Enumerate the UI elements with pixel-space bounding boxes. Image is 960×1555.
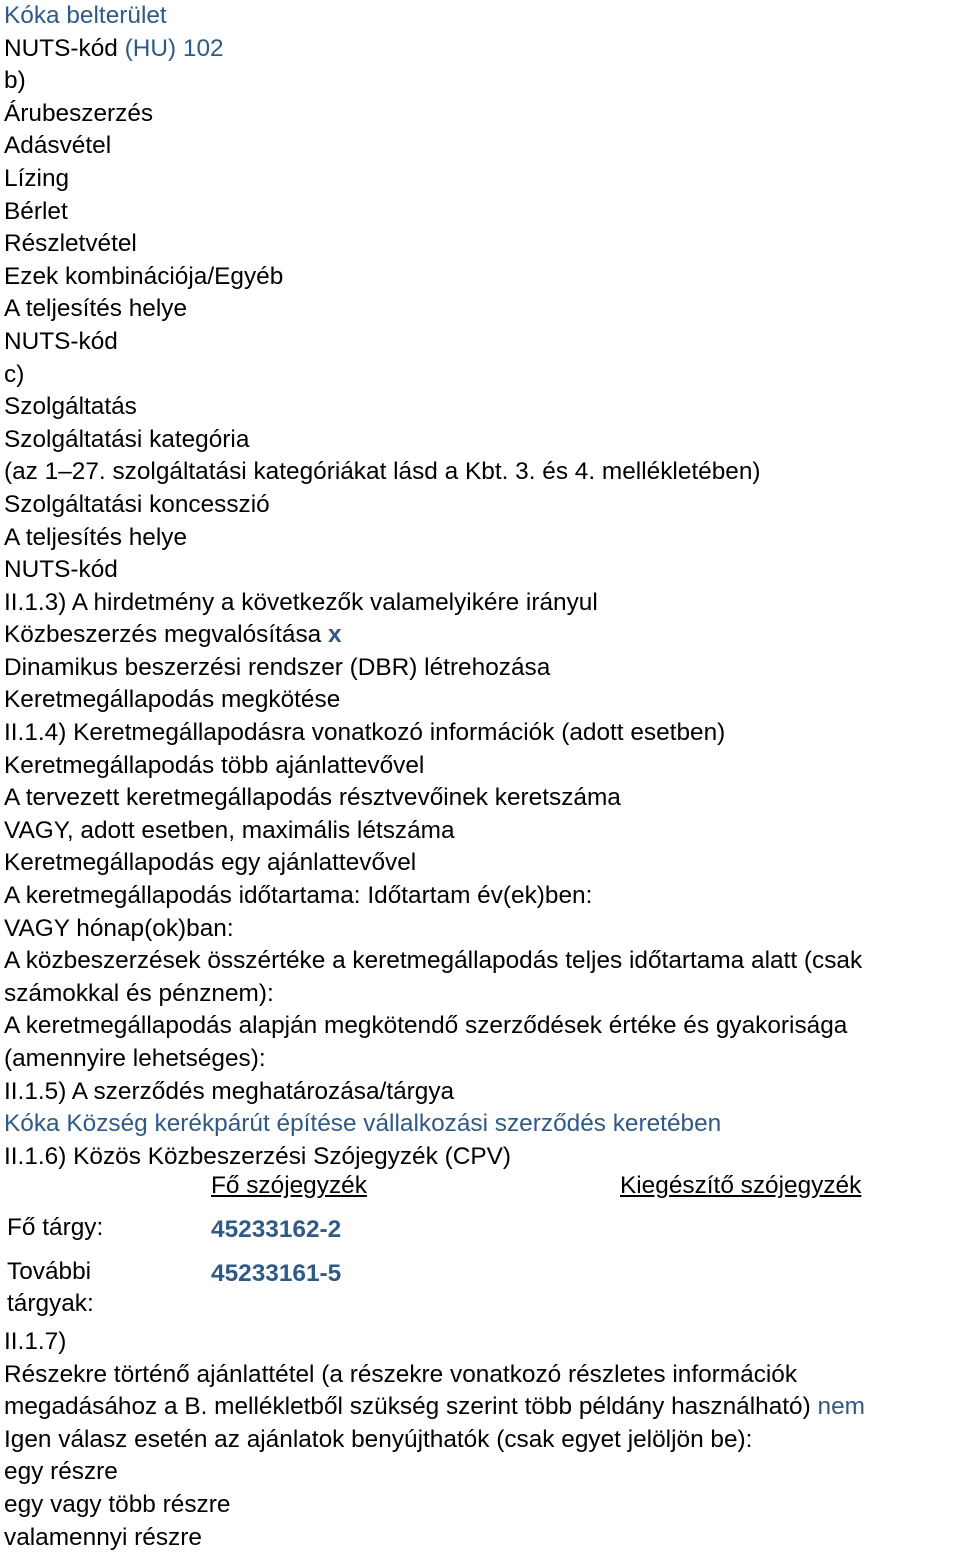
text-segment: Árubeszerzés xyxy=(4,99,154,127)
text-line xyxy=(4,456,958,489)
text-segment: (amennyire lehetséges): xyxy=(4,1045,266,1072)
text-segment: Részletvétel xyxy=(4,230,137,258)
text-segment: II.1.6) Közös Közbeszerzési Szójegyzék (CPV) xyxy=(4,1142,511,1170)
text-segment: (HU) 102 xyxy=(124,34,224,62)
text-segment: A közbeszerzések összértéke a keretmegállapodás teljes időtartama alatt (csak xyxy=(4,947,863,975)
text-line xyxy=(4,228,958,261)
text-segment: VAGY, adott esetben, maximális létszáma xyxy=(4,816,455,844)
text-line xyxy=(4,326,958,359)
cpv-more-label-1: További xyxy=(7,1258,92,1285)
cpv-main-code: 45233162-2 xyxy=(211,1216,342,1243)
document-top xyxy=(4,0,958,1173)
text-line xyxy=(4,1489,958,1522)
text-line xyxy=(4,163,958,196)
text-line xyxy=(4,1359,958,1392)
text-line xyxy=(4,391,958,424)
text-line xyxy=(4,782,958,815)
text-segment: Szolgáltatás xyxy=(4,393,137,421)
cpv-main-label: Fő tárgy: xyxy=(7,1214,104,1241)
text-segment: A keretmegállapodás alapján megkötendő szerződések értéke és gyakorisága xyxy=(4,1012,848,1040)
text-segment: II.1.5) A szerződés meghatározása/tárgya xyxy=(4,1077,455,1105)
text-line xyxy=(4,1043,958,1076)
text-segment: A tervezett keretmegállapodás résztvevőinek keretszáma xyxy=(4,784,621,812)
text-segment: II.1.4) Keretmegállapodásra vonatkozó információk (adott esetben) xyxy=(4,719,726,747)
text-line xyxy=(4,847,958,880)
text-segment: Részekre történő ajánlattétel (a részekre vonatkozó részletes információk xyxy=(4,1360,798,1388)
text-segment: nem xyxy=(817,1393,865,1421)
text-line xyxy=(4,619,958,652)
text-line xyxy=(4,815,958,848)
text-segment: egy részre xyxy=(4,1458,118,1486)
text-segment: A keretmegállapodás időtartama: Időtartam év(ek)ben: xyxy=(4,882,593,910)
text-segment: Közbeszerzés megvalósítása xyxy=(4,621,329,649)
text-line xyxy=(4,1141,958,1174)
text-line xyxy=(4,424,958,457)
text-segment: NUTS-kód xyxy=(4,34,125,62)
text-line xyxy=(4,1010,958,1043)
text-segment: Adásvétel xyxy=(4,132,112,160)
text-line xyxy=(4,261,958,294)
text-segment: (az 1–27. szolgáltatási kategóriákat lásd a Kbt. 3. és 4. mellékletében) xyxy=(4,458,761,486)
text-segment: valamennyi részre xyxy=(4,1523,202,1551)
text-line xyxy=(4,554,958,587)
text-segment: Igen válasz esetén az ajánlatok benyújthatók (csak egyet jelöljön be): xyxy=(4,1425,753,1453)
text-line xyxy=(4,717,958,750)
text-line xyxy=(4,913,958,946)
text-line xyxy=(4,1522,958,1555)
text-segment: Dinamikus beszerzési rendszer (DBR) létrehozása xyxy=(4,653,551,681)
text-line xyxy=(4,0,958,33)
text-line xyxy=(4,652,958,685)
text-line xyxy=(4,130,958,163)
text-segment: II.1.7) xyxy=(4,1328,67,1355)
text-segment: Kóka Község kerékpárút építése vállalkozási szerződés keretében xyxy=(4,1110,722,1138)
text-segment: Szolgáltatási koncesszió xyxy=(4,490,270,518)
cpv-more-label-2: tárgyak: xyxy=(7,1290,94,1317)
text-segment: c) xyxy=(4,360,25,388)
text-segment: x xyxy=(328,621,342,649)
text-line xyxy=(4,359,958,392)
text-line xyxy=(4,293,958,326)
text-segment: A teljesítés helye xyxy=(4,295,188,323)
text-segment: Bérlet xyxy=(4,197,68,225)
text-segment: Keretmegállapodás több ajánlattevővel xyxy=(4,751,425,779)
cpv-header-main: Fő szójegyzék xyxy=(211,1172,367,1199)
text-segment: Ezek kombinációja/Egyéb xyxy=(4,262,284,290)
text-segment: egy vagy több részre xyxy=(4,1490,231,1518)
text-line xyxy=(4,1326,958,1359)
text-line xyxy=(4,945,958,978)
text-line xyxy=(4,98,958,131)
text-segment: Lízing xyxy=(4,164,70,192)
text-line xyxy=(4,489,958,522)
document-tail xyxy=(4,1326,958,1554)
text-segment: NUTS-kód xyxy=(4,327,118,355)
text-line xyxy=(4,33,958,66)
text-line xyxy=(4,587,958,620)
text-line xyxy=(4,750,958,783)
text-segment: Szolgáltatási kategória xyxy=(4,425,250,453)
text-line xyxy=(4,1076,958,1109)
text-segment: b) xyxy=(4,67,26,95)
text-line xyxy=(4,978,958,1011)
cpv-header-supplementary: Kiegészítő szójegyzék xyxy=(620,1172,862,1199)
text-line xyxy=(4,684,958,717)
text-line xyxy=(4,65,958,98)
text-segment: A teljesítés helye xyxy=(4,523,188,551)
text-segment: VAGY hónap(ok)ban: xyxy=(4,914,234,942)
text-line xyxy=(4,196,958,229)
text-segment: Keretmegállapodás egy ajánlattevővel xyxy=(4,849,417,877)
text-line xyxy=(4,1456,958,1489)
text-segment: Kóka belterület xyxy=(4,2,167,29)
cpv-more-code: 45233161-5 xyxy=(211,1260,342,1287)
text-segment: számokkal és pénznem): xyxy=(4,979,274,1007)
text-segment: Keretmegállapodás megkötése xyxy=(4,686,341,714)
text-line xyxy=(4,1424,958,1457)
text-line xyxy=(4,880,958,913)
text-line xyxy=(4,522,958,555)
text-segment: NUTS-kód xyxy=(4,556,118,584)
text-segment: II.1.3) A hirdetmény a következők valamelyikére irányul xyxy=(4,588,598,616)
text-line xyxy=(4,1108,958,1141)
text-segment: megadásához a B. mellékletből szükség szerint több példány használható) xyxy=(4,1393,818,1421)
text-line xyxy=(4,1391,958,1424)
